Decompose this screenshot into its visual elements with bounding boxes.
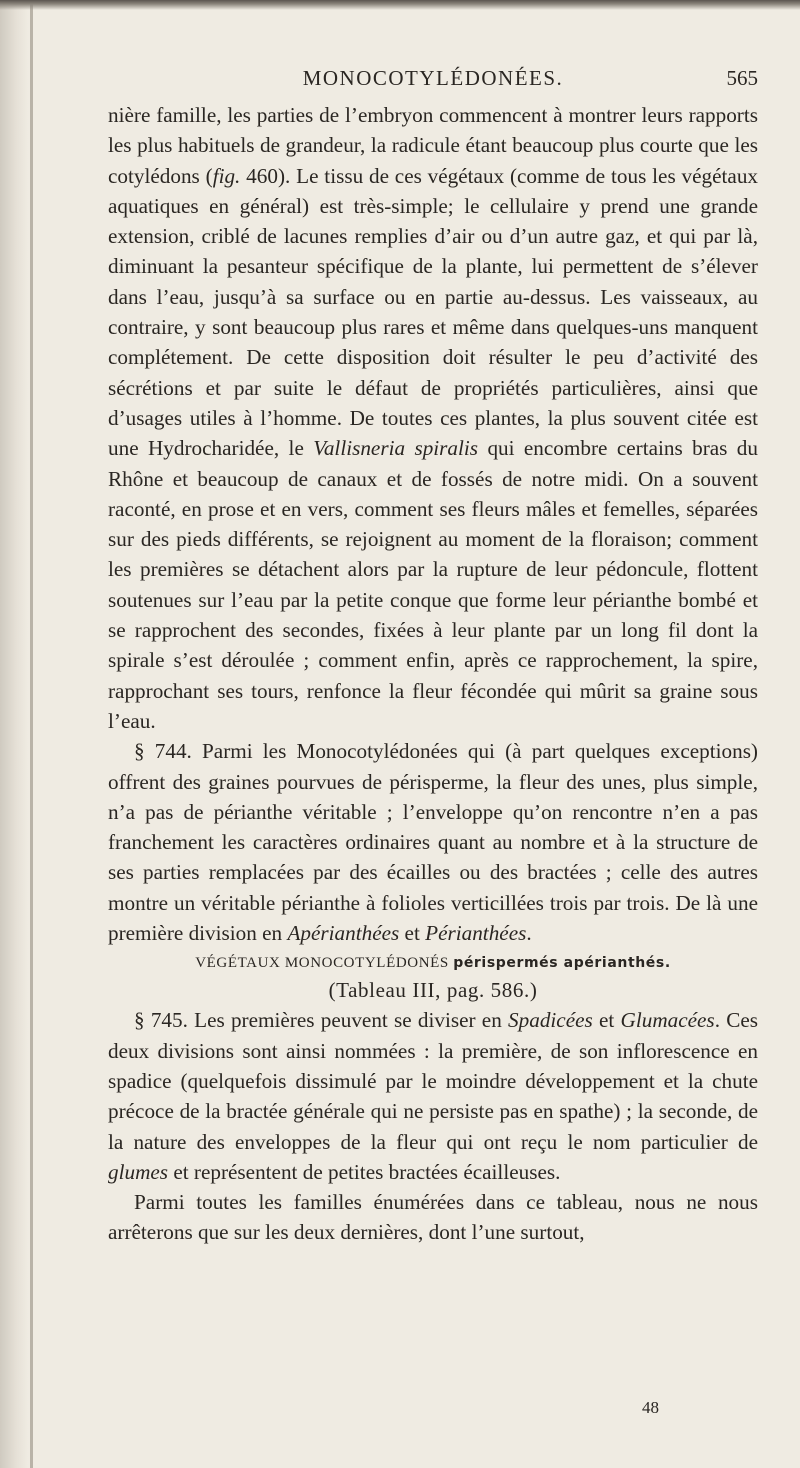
paragraph [108,100,758,736]
italic-run: Vallisneria spiralis [313,436,479,461]
binding-line [30,0,33,1468]
table-heading-prefix: VÉGÉTAUX MONOCOTYLÉDONÉS [195,955,449,972]
text-run: . Ces deux divisions sont ainsi nommées : la première, de son inflorescence en spadice (quelquefois dissimulé par le moindre développement et la chute précoce de la bractée générale qui ne persiste pas en spathe) ; la seconde, de la nature des enveloppes de la fleur qui ont reçu le nom particulier de [108,1008,758,1154]
text-run: et [592,1008,621,1033]
running-head-title: MONOCOTYLÉDONÉES. [302,66,564,90]
italic-run: Apérianthées [287,921,400,946]
paragraph [108,736,758,948]
page-body [108,66,758,1248]
italic-run: glumes [108,1159,169,1184]
text-run: Parmi toutes les familles énumérées dans ce tableau, nous ne nous arrêterons que sur les deux dernières, dont l’une surtout, [108,1190,758,1245]
signature-mark: 48 [642,1398,659,1417]
italic-run: Glumacées [620,1008,715,1033]
table-heading [108,951,758,975]
text-run: qui encombre certains bras du Rhône et beaucoup de canaux et de fossés de notre midi. On a souvent raconté, en prose et en vers, comment ses fleurs mâles et femelles, séparées sur des pieds différents, se rejoignent au moment de la floraison; comment les premières se détachent alors par la rupture de leur pédoncule, flottent soutenues sur l’eau par la petite conque que forme leur périanthe bombé et se rapprochent des secondes, fixées à leur plante par un long fil dont la spirale s’est déroulée ; comment enfin, après ce rapprochement, la spire, rapprochant ses tours, renfonce la fleur fécondée qui mûrit sa graine sous l’eau. [108,436,758,733]
table-heading-bold: périspermés apérianthés. [453,955,671,972]
text-run: et [399,921,426,946]
table-reference: (Tableau III, pag. 586.) [328,978,538,1003]
paragraph [108,1005,758,1187]
text-run: et représentent de petites bractées écailleuses. [168,1159,561,1184]
text-run: nière famille, les parties de l’embryon commencent à montrer leurs rapports les plus habituels de grandeur, la radicule étant beaucoup plus courte que les cotylédons ( [108,103,758,188]
text-run: § 744. Parmi les Monocotylédonées qui (à part quelques exceptions) offrent des graines pourvues de périsperme, la fleur des unes, plus simple, n’a pas de périanthe véritable ; l’enveloppe qu’on rencontre n’en a pas franchement les caractères ordinaires quant au nombre et à la structure de ses parties remplacées par des écailles ou des bractées ; celle des autres montre un véritable périanthe à folioles verticillées trois par trois. De là une première division en [108,739,758,946]
page-number: 565 [726,66,758,90]
italic-run: fig. [212,163,241,188]
text-run: § 745. Les premières peuvent se diviser en [134,1008,509,1033]
top-edge-shadow [0,0,800,10]
text-run: . [526,921,532,946]
italic-run: Périanthées [425,921,527,946]
text-run: 460). Le tissu de ces végétaux (comme de tous les végétaux aquatiques en général) est très-simple; le cellulaire y prend une grande extension, criblé de lacunes remplies d’air ou d’un autre gaz, et qui par là, diminuant la pesanteur spécifique de la plante, lui permettent de s’élever dans l’eau, jusqu’à sa surface ou en partie au-dessus. Les vaisseaux, au contraire, y sont beaucoup plus rares et même dans quelques-uns manquent complétement. De cette disposition doit résulter le peu d’activité des sécrétions et par suite le défaut de propriétés particulières, ainsi que d’usages utiles à l’homme. De toutes ces plantes, la plus souvent citée est une Hydrocharidée, le [108,163,759,461]
running-head [108,66,758,100]
italic-run: Spadicées [508,1008,593,1033]
paragraph [108,1187,758,1248]
page-edge-shadow [0,0,28,1468]
